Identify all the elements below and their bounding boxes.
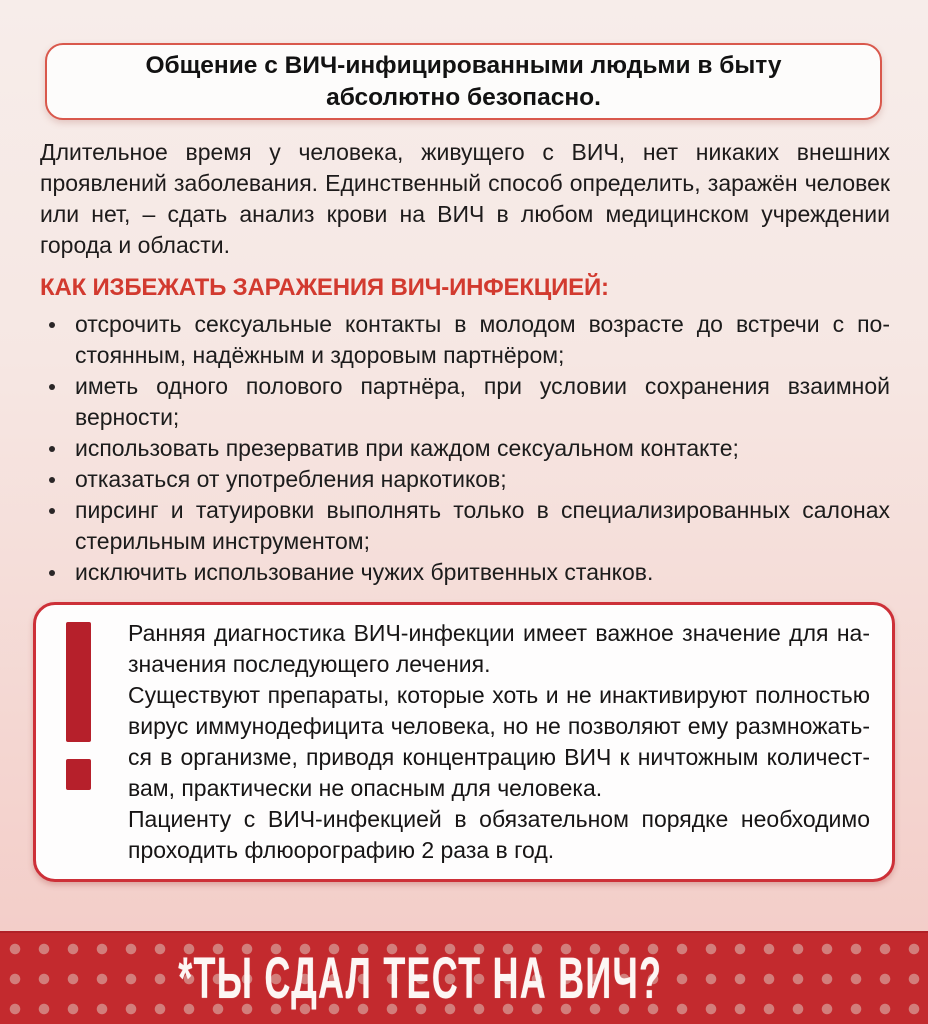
bullet-text: отказаться от употребления наркотиков; xyxy=(75,466,507,492)
prevention-bullet-list xyxy=(40,309,890,588)
bullet-text: иметь одного полового партнёра, при условии сохранения взаимной верности; xyxy=(75,373,890,430)
bullet-item xyxy=(40,464,890,495)
bullet-text: отсрочить сексуальные контакты в молодом возрасте до встречи с постоянным, надёжным и здоровым партнёром; xyxy=(75,311,890,368)
banner-question-text: *ТЫ СДАЛ ТЕСТ НА ВИЧ? xyxy=(178,946,662,1011)
bullet-dot-icon xyxy=(49,322,55,328)
important-paragraph: Пациенту с ВИЧ-инфекцией в обязательном порядке необходимо проходить флюорографию 2 раза в год. xyxy=(128,806,870,863)
bullet-dot-icon xyxy=(49,508,55,514)
title-box xyxy=(45,43,882,120)
bullet-dot-icon xyxy=(49,570,55,576)
bullet-item xyxy=(40,495,890,557)
exclamation-icon xyxy=(36,618,128,866)
prevention-heading: КАК ИЗБЕЖАТЬ ЗАРАЖЕНИЯ ВИЧ-ИНФЕКЦИЕЙ: xyxy=(40,274,609,301)
important-box xyxy=(33,602,895,882)
bullet-text: исключить использование чужих бритвенных станков. xyxy=(75,559,654,585)
bullet-item xyxy=(40,557,890,588)
bullet-dot-icon xyxy=(49,446,55,452)
important-paragraph: Ранняя диагностика ВИЧ-инфекции имеет важное значение для назначения последующего лечения. xyxy=(128,620,870,677)
exclamation-bar xyxy=(66,622,91,742)
exclamation-point xyxy=(66,759,91,790)
bullet-text: пирсинг и татуировки выполнять только в специализированных салонах стерильным инструментом; xyxy=(75,497,890,554)
bullet-dot-icon xyxy=(49,477,55,483)
bullet-text: использовать презерватив при каждом сексуальном контакте; xyxy=(75,435,739,461)
title-line-1: Общение с ВИЧ-инфицированными людьми в быту xyxy=(145,51,782,79)
hiv-test-banner xyxy=(0,931,928,1024)
important-text xyxy=(128,618,870,866)
bullet-item xyxy=(40,433,890,464)
main-content xyxy=(0,137,928,588)
title-line-2: абсолютно безопасно. xyxy=(326,83,601,111)
bullet-item xyxy=(40,309,890,371)
bullet-item xyxy=(40,371,890,433)
important-paragraph: Существуют препараты, которые хоть и не инактивируют полностью вирус иммунодефицита человека, но не позволяют ему размножаться в организме, приводя концентрацию ВИЧ к ничтожным количествам, практически не опасным для человека. xyxy=(128,682,870,801)
bullet-dot-icon xyxy=(49,384,55,390)
intro-paragraph: Длительное время у человека, живущего с ВИЧ, нет никаких внешних проявлений заболевания. Единственный способ определить, заражён человек или нет, – сдать анализ крови на ВИЧ в любом медицинском учреждении города и области. xyxy=(40,139,890,258)
